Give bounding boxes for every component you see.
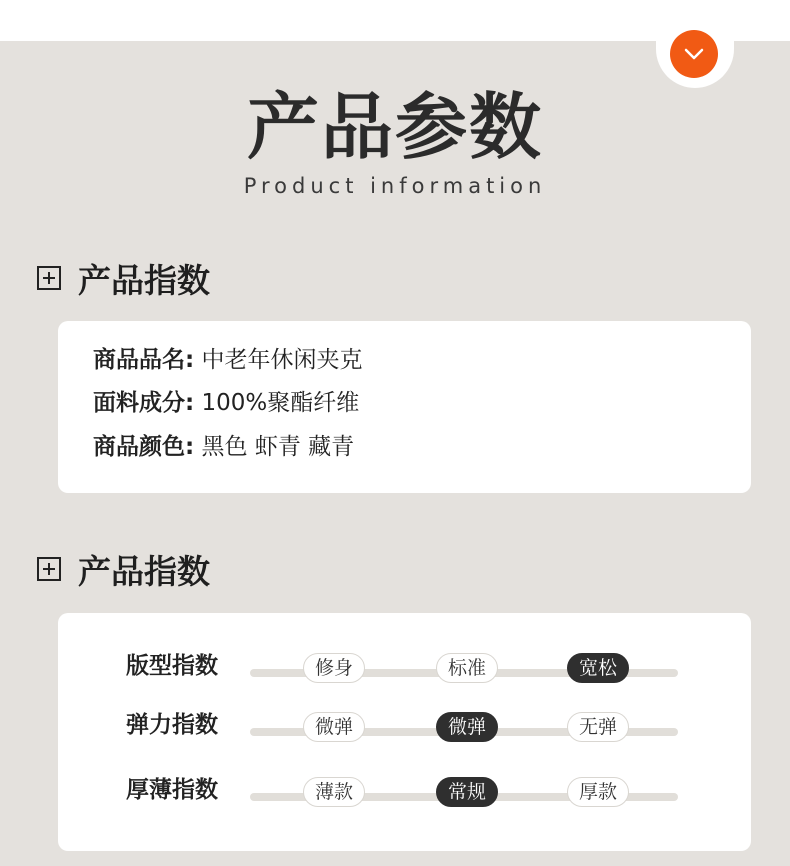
page-subtitle: Product information [243,174,547,198]
info-value: 黑色 虾青 藏青 [201,434,355,460]
index-label: 厚薄指数 [126,777,218,803]
info-key: 商品品名: [93,347,195,373]
section-title: 产品指数 [78,260,210,300]
collapse-toggle-button[interactable] [670,30,718,78]
info-key: 面料成分: [93,390,195,416]
product-index-card [58,613,751,851]
info-key: 商品颜色: [93,434,195,460]
index-row-fit [58,646,751,686]
index-option: 微弹 [303,712,365,742]
index-row-stretch [58,705,751,745]
info-value: 100%聚酯纤维 [201,390,360,416]
section-header-indices [37,549,210,589]
index-option: 无弹 [567,712,629,742]
index-label: 版型指数 [126,653,218,679]
index-option: 厚款 [567,777,629,807]
index-option-selected: 常规 [436,777,498,807]
info-value: 中老年休闲夹克 [201,347,363,373]
page-title: 产品参数 [246,85,543,169]
section-title: 产品指数 [78,551,210,591]
index-option-selected: 宽松 [567,653,629,683]
section-header-basic-info [37,258,210,298]
index-option: 薄款 [303,777,365,807]
info-row-name [93,345,363,375]
plus-square-icon [37,266,61,290]
index-option-selected: 微弹 [436,712,498,742]
index-option: 标准 [436,653,498,683]
info-row-material [93,388,359,418]
plus-square-icon [37,557,61,581]
index-label: 弹力指数 [126,712,218,738]
index-option: 修身 [303,653,365,683]
product-info-card [58,321,751,493]
index-row-thickness [58,770,751,810]
info-row-color [93,432,354,462]
chevron-down-icon [670,30,718,78]
